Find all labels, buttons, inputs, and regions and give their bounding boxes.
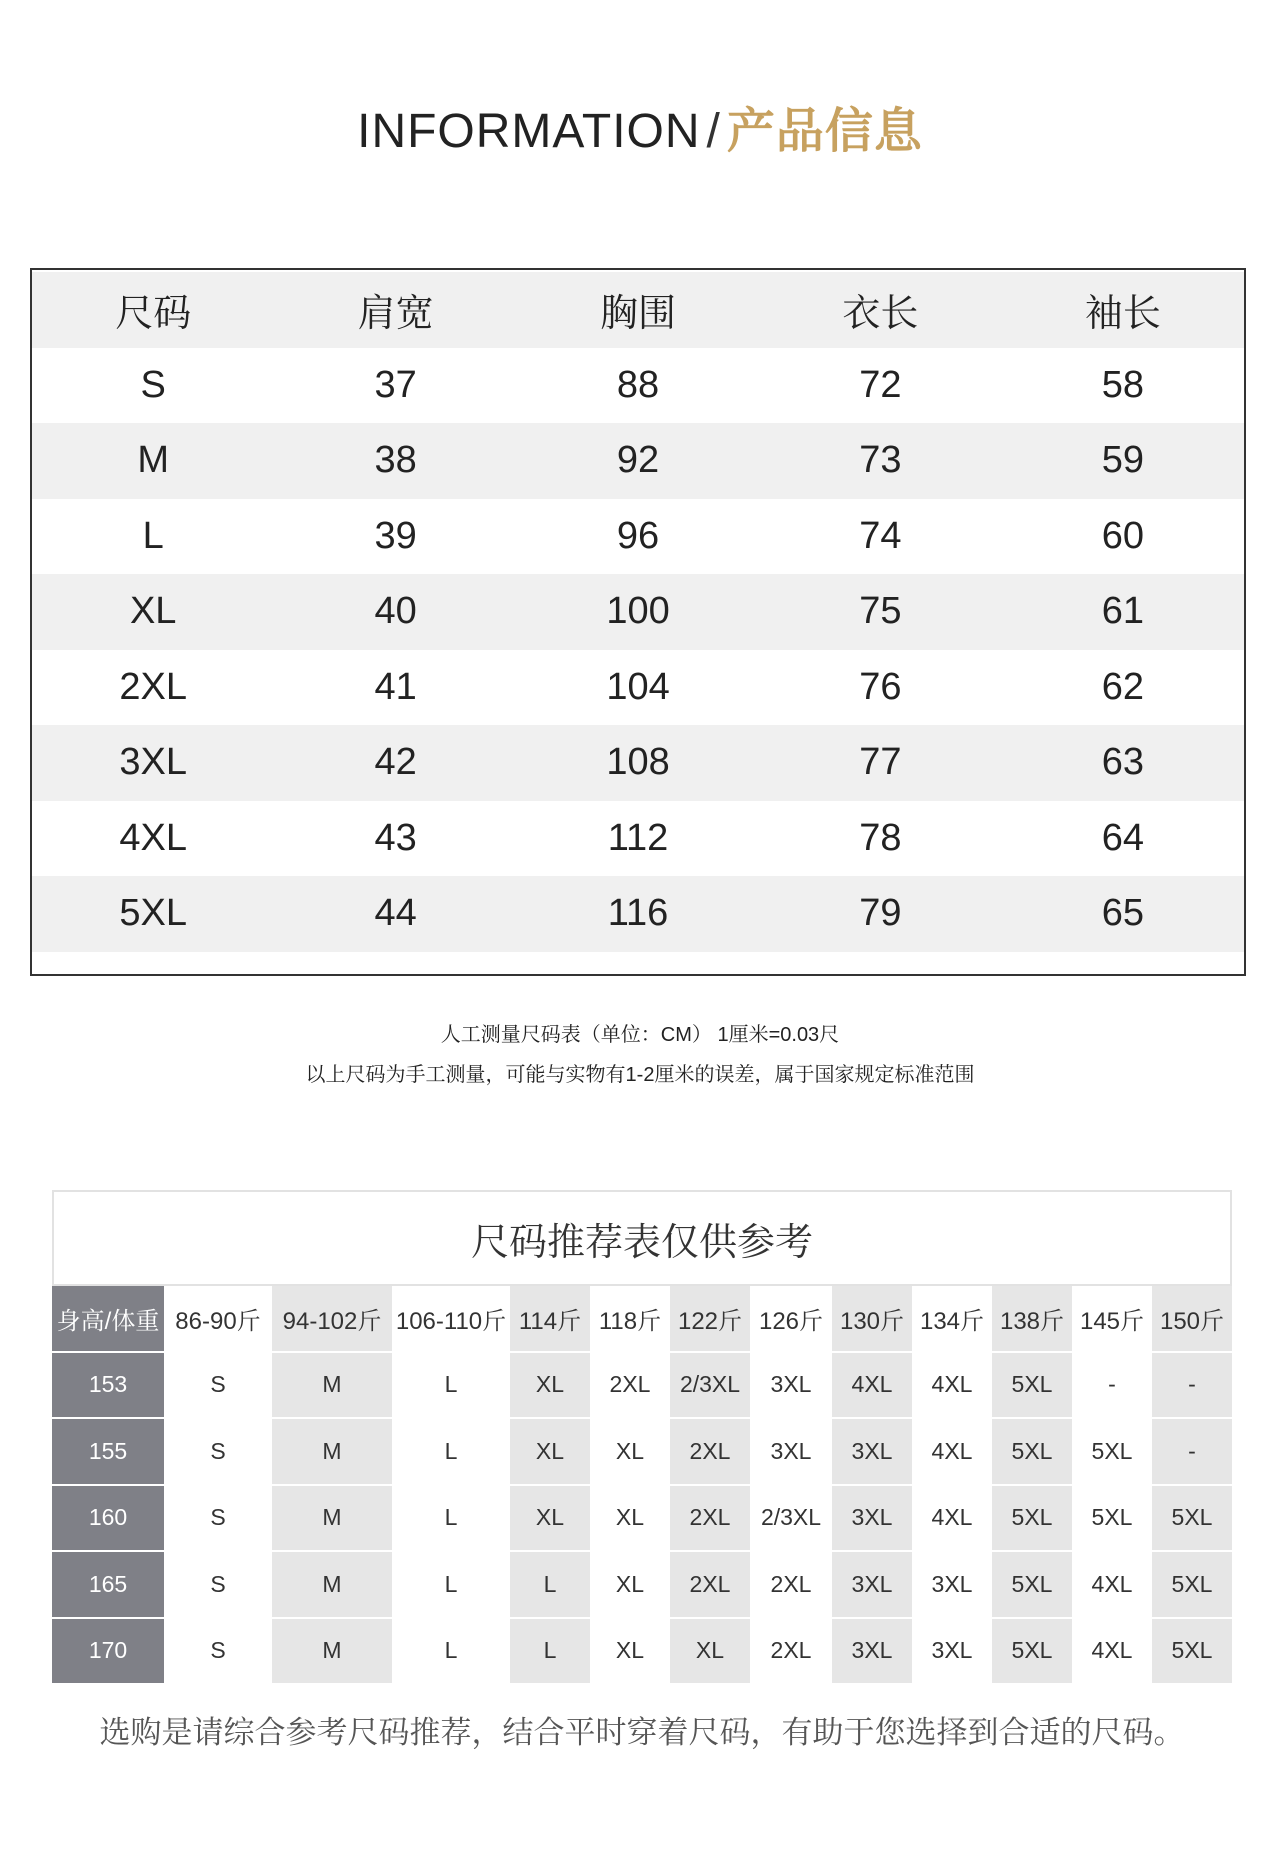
table-cell: L xyxy=(392,1418,510,1485)
header-cn: 产品信息 xyxy=(726,105,923,158)
table-cell: S xyxy=(164,1418,272,1485)
table-cell: S xyxy=(164,1551,272,1618)
table-cell: 2XL xyxy=(670,1418,750,1485)
table-row xyxy=(52,1551,1232,1618)
weight-header: 138斤 xyxy=(992,1286,1072,1352)
table-cell: M xyxy=(272,1352,392,1419)
table-row xyxy=(52,1352,1232,1419)
size-table-header xyxy=(32,272,1244,348)
measurement-notes xyxy=(0,1015,1280,1095)
table-cell: 75 xyxy=(859,590,902,633)
table-cell: 5XL xyxy=(1152,1618,1232,1685)
weight-header: 130斤 xyxy=(832,1286,912,1352)
height-label: 160 xyxy=(52,1485,164,1552)
table-cell: 58 xyxy=(1101,363,1144,406)
table-row xyxy=(32,423,1244,499)
table-row xyxy=(32,348,1244,424)
table-cell: 2XL xyxy=(670,1551,750,1618)
corner-label: 身高/体重 xyxy=(52,1286,164,1352)
table-cell: 4XL xyxy=(119,816,188,859)
table-cell: 64 xyxy=(1101,816,1144,859)
column-header: 肩宽 xyxy=(357,293,434,336)
table-cell: L xyxy=(392,1485,510,1552)
table-cell: 77 xyxy=(859,741,902,784)
table-cell: 2/3XL xyxy=(670,1352,750,1419)
table-cell: XL xyxy=(590,1551,670,1618)
table-cell: 43 xyxy=(374,816,417,859)
table-cell: 40 xyxy=(374,590,417,633)
table-cell: M xyxy=(272,1618,392,1685)
table-cell: 3XL xyxy=(832,1551,912,1618)
table-cell: 5XL xyxy=(992,1551,1072,1618)
table-row xyxy=(32,725,1244,801)
table-cell: 3XL xyxy=(119,741,188,784)
table-cell: XL xyxy=(590,1485,670,1552)
column-header: 衣长 xyxy=(842,293,919,336)
table-cell: 61 xyxy=(1101,590,1144,633)
table-cell: S xyxy=(164,1352,272,1419)
table-cell: 4XL xyxy=(832,1352,912,1419)
size-recommendation-section xyxy=(52,1190,1232,1752)
table-cell: 104 xyxy=(606,665,670,708)
column-header: 袖长 xyxy=(1084,293,1161,336)
table-cell: XL xyxy=(590,1618,670,1685)
footer-note: 选购是请综合参考尺码推荐，结合平时穿着尺码，有助于您选择到合适的尺码。 xyxy=(99,1715,1185,1750)
table-cell: 5XL xyxy=(1152,1485,1232,1552)
size-measurement-table xyxy=(30,268,1246,976)
table-cell: L xyxy=(392,1618,510,1685)
table-cell: 3XL xyxy=(832,1618,912,1685)
table-cell: 72 xyxy=(859,363,902,406)
table-cell: L xyxy=(392,1352,510,1419)
table-cell: 74 xyxy=(859,514,902,557)
table-cell: 37 xyxy=(374,363,417,406)
recommendation-table xyxy=(52,1286,1232,1685)
table-cell: XL xyxy=(510,1485,590,1552)
weight-header: 118斤 xyxy=(590,1286,670,1352)
table-cell: 60 xyxy=(1101,514,1144,557)
table-cell: 5XL xyxy=(992,1418,1072,1485)
table-cell: L xyxy=(142,514,164,557)
table-cell: XL xyxy=(510,1418,590,1485)
page-header xyxy=(0,92,1280,161)
table-cell: 4XL xyxy=(912,1352,992,1419)
weight-header: 145斤 xyxy=(1072,1286,1152,1352)
table-cell: S xyxy=(164,1618,272,1685)
height-label: 165 xyxy=(52,1551,164,1618)
recommendation-title: 尺码推荐表仅供参考 xyxy=(52,1190,1232,1286)
weight-header: 126斤 xyxy=(750,1286,832,1352)
table-cell: 76 xyxy=(859,665,902,708)
table-cell: - xyxy=(1152,1352,1232,1419)
table-cell: S xyxy=(140,363,166,406)
table-cell: 100 xyxy=(606,590,670,633)
table-cell: L xyxy=(510,1618,590,1685)
weight-header: 134斤 xyxy=(912,1286,992,1352)
table-cell: 42 xyxy=(374,741,417,784)
table-cell: 73 xyxy=(859,439,902,482)
table-cell: 5XL xyxy=(992,1618,1072,1685)
table-row xyxy=(52,1418,1232,1485)
header-slash: / xyxy=(706,105,721,158)
weight-header: 122斤 xyxy=(670,1286,750,1352)
table-cell: 79 xyxy=(859,892,902,935)
table-cell: 3XL xyxy=(912,1618,992,1685)
table-cell: 4XL xyxy=(1072,1618,1152,1685)
table-cell: 62 xyxy=(1101,665,1144,708)
table-cell: - xyxy=(1152,1418,1232,1485)
table-cell: 108 xyxy=(606,741,670,784)
table-cell: 2XL xyxy=(119,665,188,708)
column-header: 胸围 xyxy=(600,293,677,336)
table-cell: 63 xyxy=(1101,741,1144,784)
table-cell: 3XL xyxy=(912,1551,992,1618)
note-line: 以上尺码为手工测量，可能与实物有1-2厘米的误差，属于国家规定标准范围 xyxy=(305,1064,975,1086)
table-cell: 92 xyxy=(616,439,660,482)
table-cell: 41 xyxy=(374,665,417,708)
table-cell: XL xyxy=(129,590,177,633)
table-row xyxy=(32,499,1244,575)
table-cell: 5XL xyxy=(992,1485,1072,1552)
table-cell: XL xyxy=(590,1418,670,1485)
table-cell: 4XL xyxy=(1072,1551,1152,1618)
table-cell: 2XL xyxy=(590,1352,670,1419)
table-cell: 2XL xyxy=(750,1551,832,1618)
weight-header: 94-102斤 xyxy=(272,1286,392,1352)
table-cell: 59 xyxy=(1101,439,1144,482)
table-cell: 112 xyxy=(607,816,669,859)
table-cell: 4XL xyxy=(912,1485,992,1552)
table-cell: 5XL xyxy=(1072,1418,1152,1485)
table-cell: L xyxy=(510,1551,590,1618)
table-cell: 44 xyxy=(374,892,417,935)
table-cell: M xyxy=(272,1418,392,1485)
table-cell: L xyxy=(392,1551,510,1618)
table-cell: 2/3XL xyxy=(750,1485,832,1552)
table-cell: 4XL xyxy=(912,1418,992,1485)
table-row xyxy=(32,801,1244,877)
table-cell: - xyxy=(1072,1352,1152,1419)
header-en: INFORMATION xyxy=(357,105,701,158)
table-cell: 5XL xyxy=(992,1352,1072,1419)
table-cell: 88 xyxy=(616,363,660,406)
table-cell: 3XL xyxy=(832,1485,912,1552)
table-row xyxy=(32,650,1244,726)
table-cell: 116 xyxy=(607,892,669,935)
table-cell: M xyxy=(272,1485,392,1552)
table-cell: M xyxy=(137,439,170,482)
table-row xyxy=(52,1485,1232,1552)
table-cell: 2XL xyxy=(670,1485,750,1552)
height-label: 155 xyxy=(52,1418,164,1485)
table-cell: 5XL xyxy=(119,892,188,935)
table-cell: 3XL xyxy=(832,1418,912,1485)
note-line: 人工测量尺码表（单位：CM） 1厘米=0.03尺 xyxy=(440,1024,840,1046)
height-label: 170 xyxy=(52,1618,164,1685)
weight-header: 106-110斤 xyxy=(392,1286,510,1352)
table-cell: 2XL xyxy=(750,1618,832,1685)
table-cell: XL xyxy=(510,1352,590,1419)
table-cell: M xyxy=(272,1551,392,1618)
weight-header: 86-90斤 xyxy=(164,1286,272,1352)
table-cell: 38 xyxy=(374,439,417,482)
table-cell: 78 xyxy=(859,816,902,859)
weight-header: 150斤 xyxy=(1152,1286,1232,1352)
table-cell: 5XL xyxy=(1072,1485,1152,1552)
table-cell: 65 xyxy=(1101,892,1144,935)
table-cell: 39 xyxy=(374,514,417,557)
table-row xyxy=(52,1618,1232,1685)
weight-header-row xyxy=(52,1286,1232,1352)
table-cell: S xyxy=(164,1485,272,1552)
table-row xyxy=(32,574,1244,650)
table-cell: 5XL xyxy=(1152,1551,1232,1618)
table-row xyxy=(32,876,1244,952)
column-header: 尺码 xyxy=(115,293,192,336)
weight-header: 114斤 xyxy=(510,1286,590,1352)
table-cell: 3XL xyxy=(750,1352,832,1419)
table-cell: 96 xyxy=(616,514,660,557)
table-cell: XL xyxy=(670,1618,750,1685)
table-cell: 3XL xyxy=(750,1418,832,1485)
height-label: 153 xyxy=(52,1352,164,1419)
